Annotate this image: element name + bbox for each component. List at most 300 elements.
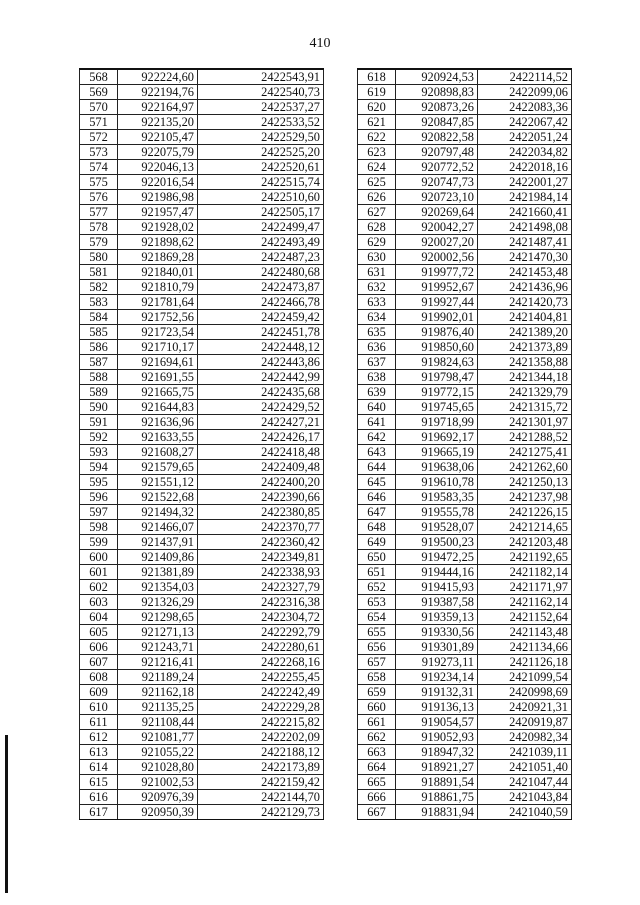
table-row bbox=[358, 265, 572, 280]
point-number-cell: 623 bbox=[358, 145, 396, 160]
table-row bbox=[358, 325, 572, 340]
table-row bbox=[358, 580, 572, 595]
x-coordinate-cell: 920950,39 bbox=[118, 805, 198, 820]
y-coordinate-cell: 2421358,88 bbox=[478, 355, 572, 370]
x-coordinate-cell: 921636,96 bbox=[118, 415, 198, 430]
x-coordinate-cell: 919054,57 bbox=[396, 715, 478, 730]
table-row bbox=[80, 475, 324, 490]
table-row bbox=[358, 475, 572, 490]
table-row bbox=[80, 85, 324, 100]
y-coordinate-cell: 2421344,18 bbox=[478, 370, 572, 385]
point-number-cell: 594 bbox=[80, 460, 118, 475]
point-number-cell: 584 bbox=[80, 310, 118, 325]
x-coordinate-cell: 919555,78 bbox=[396, 505, 478, 520]
point-number-cell: 650 bbox=[358, 550, 396, 565]
table-row bbox=[80, 340, 324, 355]
table-row bbox=[80, 760, 324, 775]
table-row bbox=[80, 265, 324, 280]
x-coordinate-cell: 918891,54 bbox=[396, 775, 478, 790]
point-number-cell: 665 bbox=[358, 775, 396, 790]
y-coordinate-cell: 2421039,11 bbox=[478, 745, 572, 760]
table-row bbox=[358, 205, 572, 220]
x-coordinate-cell: 920002,56 bbox=[396, 250, 478, 265]
y-coordinate-cell: 2422493,49 bbox=[198, 235, 324, 250]
point-number-cell: 586 bbox=[80, 340, 118, 355]
y-coordinate-cell: 2422418,48 bbox=[198, 445, 324, 460]
x-coordinate-cell: 921466,07 bbox=[118, 520, 198, 535]
x-coordinate-cell: 919610,78 bbox=[396, 475, 478, 490]
x-coordinate-cell: 921665,75 bbox=[118, 385, 198, 400]
point-number-cell: 601 bbox=[80, 565, 118, 580]
table-row bbox=[80, 550, 324, 565]
point-number-cell: 647 bbox=[358, 505, 396, 520]
point-number-cell: 642 bbox=[358, 430, 396, 445]
table-row bbox=[80, 310, 324, 325]
point-number-cell: 622 bbox=[358, 130, 396, 145]
point-number-cell: 635 bbox=[358, 325, 396, 340]
table-row bbox=[80, 640, 324, 655]
y-coordinate-cell: 2422443,86 bbox=[198, 355, 324, 370]
x-coordinate-cell: 919692,17 bbox=[396, 430, 478, 445]
table-row bbox=[80, 595, 324, 610]
table-row bbox=[358, 775, 572, 790]
y-coordinate-cell: 2421373,89 bbox=[478, 340, 572, 355]
y-coordinate-cell: 2421420,73 bbox=[478, 295, 572, 310]
table-row bbox=[80, 505, 324, 520]
x-coordinate-cell: 921898,62 bbox=[118, 235, 198, 250]
x-coordinate-cell: 921810,79 bbox=[118, 280, 198, 295]
page-number: 410 bbox=[309, 36, 331, 51]
point-number-cell: 602 bbox=[80, 580, 118, 595]
y-coordinate-cell: 2422537,27 bbox=[198, 100, 324, 115]
table-row bbox=[358, 69, 572, 85]
table-row bbox=[80, 355, 324, 370]
table-row bbox=[358, 430, 572, 445]
coordinates-table-left bbox=[79, 68, 324, 820]
x-coordinate-cell: 921522,68 bbox=[118, 490, 198, 505]
y-coordinate-cell: 2422487,23 bbox=[198, 250, 324, 265]
x-coordinate-cell: 919798,47 bbox=[396, 370, 478, 385]
point-number-cell: 625 bbox=[358, 175, 396, 190]
table-row bbox=[358, 460, 572, 475]
point-number-cell: 652 bbox=[358, 580, 396, 595]
table-row bbox=[358, 190, 572, 205]
y-coordinate-cell: 2420982,34 bbox=[478, 730, 572, 745]
point-number-cell: 648 bbox=[358, 520, 396, 535]
point-number-cell: 608 bbox=[80, 670, 118, 685]
point-number-cell: 644 bbox=[358, 460, 396, 475]
table-row bbox=[358, 790, 572, 805]
y-coordinate-cell: 2421487,41 bbox=[478, 235, 572, 250]
table-row bbox=[80, 415, 324, 430]
table-row bbox=[80, 490, 324, 505]
point-number-cell: 609 bbox=[80, 685, 118, 700]
table-row bbox=[358, 805, 572, 820]
x-coordinate-cell: 919824,63 bbox=[396, 355, 478, 370]
point-number-cell: 632 bbox=[358, 280, 396, 295]
x-coordinate-cell: 920772,52 bbox=[396, 160, 478, 175]
table-row bbox=[358, 445, 572, 460]
point-number-cell: 603 bbox=[80, 595, 118, 610]
x-coordinate-cell: 919772,15 bbox=[396, 385, 478, 400]
y-coordinate-cell: 2421436,96 bbox=[478, 280, 572, 295]
y-coordinate-cell: 2422255,45 bbox=[198, 670, 324, 685]
y-coordinate-cell: 2422018,16 bbox=[478, 160, 572, 175]
x-coordinate-cell: 921694,61 bbox=[118, 355, 198, 370]
y-coordinate-cell: 2422473,87 bbox=[198, 280, 324, 295]
x-coordinate-cell: 922105,47 bbox=[118, 130, 198, 145]
y-coordinate-cell: 2422505,17 bbox=[198, 205, 324, 220]
table-row bbox=[80, 325, 324, 340]
point-number-cell: 624 bbox=[358, 160, 396, 175]
y-coordinate-cell: 2422426,17 bbox=[198, 430, 324, 445]
y-coordinate-cell: 2421329,79 bbox=[478, 385, 572, 400]
point-number-cell: 595 bbox=[80, 475, 118, 490]
x-coordinate-cell: 921986,98 bbox=[118, 190, 198, 205]
y-coordinate-cell: 2422316,38 bbox=[198, 595, 324, 610]
y-coordinate-cell: 2421404,81 bbox=[478, 310, 572, 325]
x-coordinate-cell: 921243,71 bbox=[118, 640, 198, 655]
point-number-cell: 664 bbox=[358, 760, 396, 775]
y-coordinate-cell: 2422409,48 bbox=[198, 460, 324, 475]
point-number-cell: 659 bbox=[358, 685, 396, 700]
x-coordinate-cell: 918831,94 bbox=[396, 805, 478, 820]
x-coordinate-cell: 921216,41 bbox=[118, 655, 198, 670]
x-coordinate-cell: 921189,24 bbox=[118, 670, 198, 685]
y-coordinate-cell: 2421051,40 bbox=[478, 760, 572, 775]
point-number-cell: 667 bbox=[358, 805, 396, 820]
x-coordinate-cell: 919665,19 bbox=[396, 445, 478, 460]
point-number-cell: 591 bbox=[80, 415, 118, 430]
x-coordinate-cell: 918947,32 bbox=[396, 745, 478, 760]
x-coordinate-cell: 919977,72 bbox=[396, 265, 478, 280]
table-row bbox=[358, 175, 572, 190]
y-coordinate-cell: 2420921,31 bbox=[478, 700, 572, 715]
y-coordinate-cell: 2421214,65 bbox=[478, 520, 572, 535]
x-coordinate-cell: 921691,55 bbox=[118, 370, 198, 385]
point-number-cell: 617 bbox=[80, 805, 118, 820]
point-number-cell: 585 bbox=[80, 325, 118, 340]
table-row bbox=[358, 565, 572, 580]
table-row bbox=[358, 400, 572, 415]
point-number-cell: 574 bbox=[80, 160, 118, 175]
y-coordinate-cell: 2422499,47 bbox=[198, 220, 324, 235]
x-coordinate-cell: 921551,12 bbox=[118, 475, 198, 490]
point-number-cell: 578 bbox=[80, 220, 118, 235]
table-row bbox=[358, 520, 572, 535]
point-number-cell: 615 bbox=[80, 775, 118, 790]
y-coordinate-cell: 2422129,73 bbox=[198, 805, 324, 820]
table-row bbox=[80, 805, 324, 820]
table-row bbox=[80, 250, 324, 265]
x-coordinate-cell: 921633,55 bbox=[118, 430, 198, 445]
table-row bbox=[80, 145, 324, 160]
x-coordinate-cell: 921326,29 bbox=[118, 595, 198, 610]
point-number-cell: 640 bbox=[358, 400, 396, 415]
x-coordinate-cell: 918921,27 bbox=[396, 760, 478, 775]
y-coordinate-cell: 2422229,28 bbox=[198, 700, 324, 715]
y-coordinate-cell: 2421047,44 bbox=[478, 775, 572, 790]
table-row bbox=[80, 610, 324, 625]
point-number-cell: 588 bbox=[80, 370, 118, 385]
table-row bbox=[80, 69, 324, 85]
point-number-cell: 628 bbox=[358, 220, 396, 235]
y-coordinate-cell: 2422529,50 bbox=[198, 130, 324, 145]
table-row bbox=[358, 655, 572, 670]
x-coordinate-cell: 921437,91 bbox=[118, 535, 198, 550]
y-coordinate-cell: 2422173,89 bbox=[198, 760, 324, 775]
table-row bbox=[80, 730, 324, 745]
x-coordinate-cell: 919745,65 bbox=[396, 400, 478, 415]
y-coordinate-cell: 2422067,42 bbox=[478, 115, 572, 130]
table-row bbox=[80, 535, 324, 550]
y-coordinate-cell: 2422349,81 bbox=[198, 550, 324, 565]
x-coordinate-cell: 922135,20 bbox=[118, 115, 198, 130]
point-number-cell: 573 bbox=[80, 145, 118, 160]
table-row bbox=[80, 115, 324, 130]
x-coordinate-cell: 920873,26 bbox=[396, 100, 478, 115]
table-row bbox=[358, 550, 572, 565]
x-coordinate-cell: 922016,54 bbox=[118, 175, 198, 190]
table-row bbox=[80, 670, 324, 685]
point-number-cell: 620 bbox=[358, 100, 396, 115]
table-row bbox=[80, 205, 324, 220]
x-coordinate-cell: 921840,01 bbox=[118, 265, 198, 280]
point-number-cell: 627 bbox=[358, 205, 396, 220]
y-coordinate-cell: 2422442,99 bbox=[198, 370, 324, 385]
point-number-cell: 618 bbox=[358, 69, 396, 85]
point-number-cell: 657 bbox=[358, 655, 396, 670]
y-coordinate-cell: 2422001,27 bbox=[478, 175, 572, 190]
y-coordinate-cell: 2422370,77 bbox=[198, 520, 324, 535]
table-row bbox=[80, 580, 324, 595]
x-coordinate-cell: 919330,56 bbox=[396, 625, 478, 640]
y-coordinate-cell: 2422525,20 bbox=[198, 145, 324, 160]
point-number-cell: 579 bbox=[80, 235, 118, 250]
x-coordinate-cell: 921644,83 bbox=[118, 400, 198, 415]
point-number-cell: 613 bbox=[80, 745, 118, 760]
table-row bbox=[358, 745, 572, 760]
point-number-cell: 607 bbox=[80, 655, 118, 670]
point-number-cell: 600 bbox=[80, 550, 118, 565]
point-number-cell: 630 bbox=[358, 250, 396, 265]
table-row bbox=[358, 640, 572, 655]
table-row bbox=[358, 610, 572, 625]
x-coordinate-cell: 920976,39 bbox=[118, 790, 198, 805]
y-coordinate-cell: 2421099,54 bbox=[478, 670, 572, 685]
point-number-cell: 655 bbox=[358, 625, 396, 640]
y-coordinate-cell: 2421301,97 bbox=[478, 415, 572, 430]
x-coordinate-cell: 919583,35 bbox=[396, 490, 478, 505]
y-coordinate-cell: 2422448,12 bbox=[198, 340, 324, 355]
y-coordinate-cell: 2421134,66 bbox=[478, 640, 572, 655]
x-coordinate-cell: 921928,02 bbox=[118, 220, 198, 235]
x-coordinate-cell: 919415,93 bbox=[396, 580, 478, 595]
table-row bbox=[358, 505, 572, 520]
point-number-cell: 645 bbox=[358, 475, 396, 490]
y-coordinate-cell: 2422515,74 bbox=[198, 175, 324, 190]
point-number-cell: 629 bbox=[358, 235, 396, 250]
point-number-cell: 598 bbox=[80, 520, 118, 535]
y-coordinate-cell: 2422215,82 bbox=[198, 715, 324, 730]
y-coordinate-cell: 2422459,42 bbox=[198, 310, 324, 325]
x-coordinate-cell: 919234,14 bbox=[396, 670, 478, 685]
point-number-cell: 581 bbox=[80, 265, 118, 280]
y-coordinate-cell: 2421660,41 bbox=[478, 205, 572, 220]
x-coordinate-cell: 921298,65 bbox=[118, 610, 198, 625]
point-number-cell: 660 bbox=[358, 700, 396, 715]
y-coordinate-cell: 2422159,42 bbox=[198, 775, 324, 790]
table-row bbox=[358, 670, 572, 685]
y-coordinate-cell: 2422304,72 bbox=[198, 610, 324, 625]
point-number-cell: 653 bbox=[358, 595, 396, 610]
coordinates-table-right bbox=[357, 68, 572, 820]
point-number-cell: 580 bbox=[80, 250, 118, 265]
point-number-cell: 590 bbox=[80, 400, 118, 415]
x-coordinate-cell: 922046,13 bbox=[118, 160, 198, 175]
table-row bbox=[80, 775, 324, 790]
y-coordinate-cell: 2422338,93 bbox=[198, 565, 324, 580]
point-number-cell: 597 bbox=[80, 505, 118, 520]
table-row bbox=[358, 295, 572, 310]
y-coordinate-cell: 2421040,59 bbox=[478, 805, 572, 820]
table-row bbox=[80, 100, 324, 115]
x-coordinate-cell: 921081,77 bbox=[118, 730, 198, 745]
y-coordinate-cell: 2421262,60 bbox=[478, 460, 572, 475]
point-number-cell: 606 bbox=[80, 640, 118, 655]
x-coordinate-cell: 918861,75 bbox=[396, 790, 478, 805]
y-coordinate-cell: 2422466,78 bbox=[198, 295, 324, 310]
table-row bbox=[80, 625, 324, 640]
x-coordinate-cell: 920269,64 bbox=[396, 205, 478, 220]
x-coordinate-cell: 922194,76 bbox=[118, 85, 198, 100]
y-coordinate-cell: 2421275,41 bbox=[478, 445, 572, 460]
x-coordinate-cell: 920847,85 bbox=[396, 115, 478, 130]
x-coordinate-cell: 919444,16 bbox=[396, 565, 478, 580]
y-coordinate-cell: 2421984,14 bbox=[478, 190, 572, 205]
table-row bbox=[80, 220, 324, 235]
table-row bbox=[358, 160, 572, 175]
table-row bbox=[358, 130, 572, 145]
table-row bbox=[358, 370, 572, 385]
y-coordinate-cell: 2422543,91 bbox=[198, 69, 324, 85]
point-number-cell: 589 bbox=[80, 385, 118, 400]
point-number-cell: 596 bbox=[80, 490, 118, 505]
point-number-cell: 626 bbox=[358, 190, 396, 205]
table-row bbox=[80, 295, 324, 310]
point-number-cell: 638 bbox=[358, 370, 396, 385]
x-coordinate-cell: 921957,47 bbox=[118, 205, 198, 220]
point-number-cell: 616 bbox=[80, 790, 118, 805]
point-number-cell: 643 bbox=[358, 445, 396, 460]
table-row bbox=[358, 115, 572, 130]
table-row bbox=[80, 280, 324, 295]
x-coordinate-cell: 921381,89 bbox=[118, 565, 198, 580]
x-coordinate-cell: 920747,73 bbox=[396, 175, 478, 190]
point-number-cell: 631 bbox=[358, 265, 396, 280]
table-row bbox=[358, 250, 572, 265]
point-number-cell: 646 bbox=[358, 490, 396, 505]
x-coordinate-cell: 919132,31 bbox=[396, 685, 478, 700]
y-coordinate-cell: 2422188,12 bbox=[198, 745, 324, 760]
y-coordinate-cell: 2422202,09 bbox=[198, 730, 324, 745]
x-coordinate-cell: 919850,60 bbox=[396, 340, 478, 355]
y-coordinate-cell: 2422380,85 bbox=[198, 505, 324, 520]
y-coordinate-cell: 2422144,70 bbox=[198, 790, 324, 805]
point-number-cell: 605 bbox=[80, 625, 118, 640]
point-number-cell: 634 bbox=[358, 310, 396, 325]
table-row bbox=[80, 400, 324, 415]
x-coordinate-cell: 919927,44 bbox=[396, 295, 478, 310]
x-coordinate-cell: 920797,48 bbox=[396, 145, 478, 160]
y-coordinate-cell: 2422268,16 bbox=[198, 655, 324, 670]
y-coordinate-cell: 2422099,06 bbox=[478, 85, 572, 100]
point-number-cell: 651 bbox=[358, 565, 396, 580]
table-row bbox=[80, 655, 324, 670]
point-number-cell: 587 bbox=[80, 355, 118, 370]
table-row bbox=[358, 385, 572, 400]
point-number-cell: 637 bbox=[358, 355, 396, 370]
y-coordinate-cell: 2421143,48 bbox=[478, 625, 572, 640]
y-coordinate-cell: 2421192,65 bbox=[478, 550, 572, 565]
x-coordinate-cell: 920723,10 bbox=[396, 190, 478, 205]
table-row bbox=[80, 445, 324, 460]
x-coordinate-cell: 921028,80 bbox=[118, 760, 198, 775]
x-coordinate-cell: 921271,13 bbox=[118, 625, 198, 640]
x-coordinate-cell: 921002,53 bbox=[118, 775, 198, 790]
point-number-cell: 612 bbox=[80, 730, 118, 745]
margin-binding-mark bbox=[5, 735, 8, 893]
y-coordinate-cell: 2422400,20 bbox=[198, 475, 324, 490]
y-coordinate-cell: 2422427,21 bbox=[198, 415, 324, 430]
table-row bbox=[358, 760, 572, 775]
y-coordinate-cell: 2422034,82 bbox=[478, 145, 572, 160]
x-coordinate-cell: 921723,54 bbox=[118, 325, 198, 340]
point-number-cell: 641 bbox=[358, 415, 396, 430]
table-row bbox=[358, 85, 572, 100]
x-coordinate-cell: 921162,18 bbox=[118, 685, 198, 700]
y-coordinate-cell: 2422083,36 bbox=[478, 100, 572, 115]
x-coordinate-cell: 919952,67 bbox=[396, 280, 478, 295]
x-coordinate-cell: 921869,28 bbox=[118, 250, 198, 265]
y-coordinate-cell: 2422327,79 bbox=[198, 580, 324, 595]
table-row bbox=[358, 700, 572, 715]
point-number-cell: 582 bbox=[80, 280, 118, 295]
y-coordinate-cell: 2421237,98 bbox=[478, 490, 572, 505]
point-number-cell: 604 bbox=[80, 610, 118, 625]
point-number-cell: 656 bbox=[358, 640, 396, 655]
x-coordinate-cell: 921055,22 bbox=[118, 745, 198, 760]
y-coordinate-cell: 2421250,13 bbox=[478, 475, 572, 490]
table-row bbox=[358, 355, 572, 370]
point-number-cell: 569 bbox=[80, 85, 118, 100]
table-row bbox=[358, 100, 572, 115]
y-coordinate-cell: 2421389,20 bbox=[478, 325, 572, 340]
y-coordinate-cell: 2421171,97 bbox=[478, 580, 572, 595]
point-number-cell: 654 bbox=[358, 610, 396, 625]
point-number-cell: 593 bbox=[80, 445, 118, 460]
table-row bbox=[80, 685, 324, 700]
x-coordinate-cell: 920822,58 bbox=[396, 130, 478, 145]
x-coordinate-cell: 920898,83 bbox=[396, 85, 478, 100]
point-number-cell: 570 bbox=[80, 100, 118, 115]
table-row bbox=[358, 535, 572, 550]
x-coordinate-cell: 919136,13 bbox=[396, 700, 478, 715]
x-coordinate-cell: 922224,60 bbox=[118, 69, 198, 85]
point-number-cell: 639 bbox=[358, 385, 396, 400]
y-coordinate-cell: 2421182,14 bbox=[478, 565, 572, 580]
y-coordinate-cell: 2421315,72 bbox=[478, 400, 572, 415]
